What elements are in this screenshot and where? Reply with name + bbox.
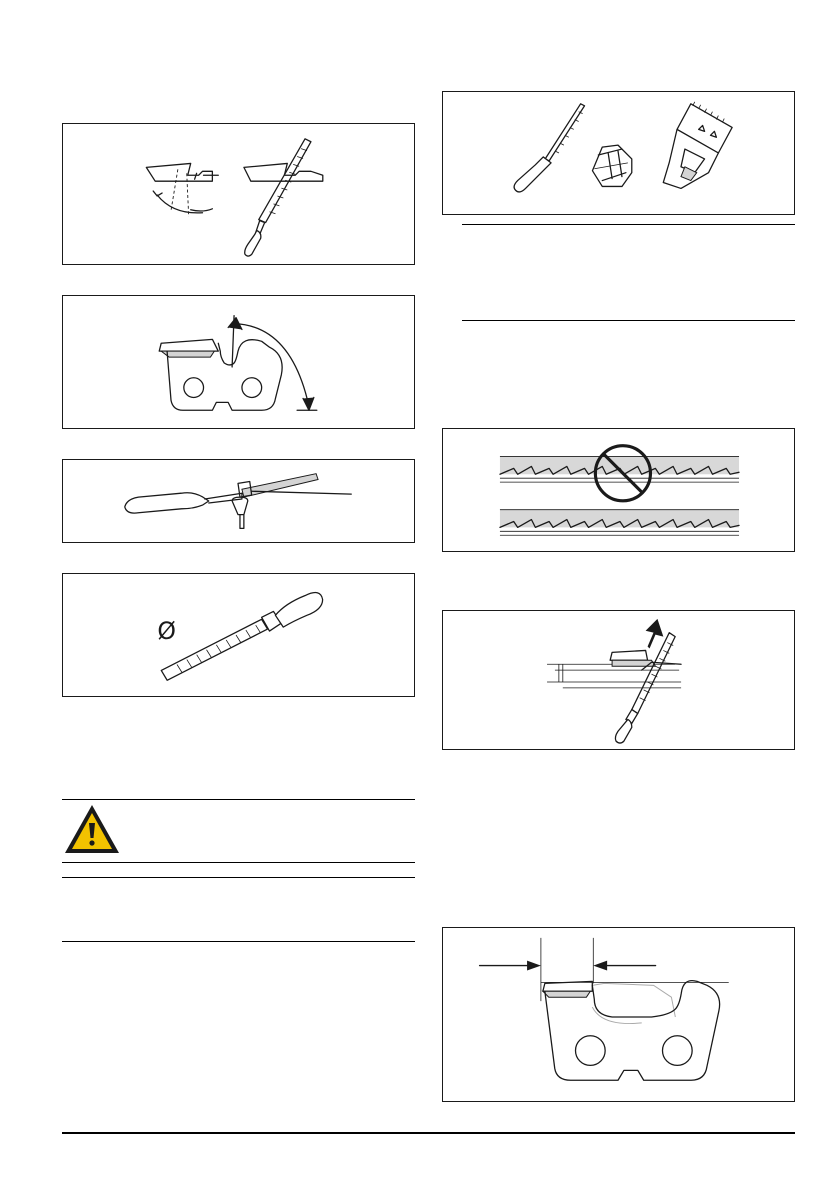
warning-rule-top (62, 799, 415, 800)
note-rule-bottom (462, 320, 795, 321)
diameter-symbol: Ø (157, 616, 176, 645)
figure-file-angle (62, 123, 415, 265)
figure-file-holder (62, 459, 415, 543)
warning-box (62, 802, 122, 858)
up-arrow-icon (646, 619, 664, 649)
figure-wrong-chain (442, 428, 795, 552)
round-file-icon (63, 574, 414, 696)
file-holder-icon (63, 460, 414, 542)
guide-bar-icon (443, 611, 794, 749)
figure-sharpening-tools (442, 91, 795, 215)
figure-file-stroke (442, 610, 795, 750)
notice-rule-top (62, 877, 415, 878)
figure-depth-gauge-setting (442, 927, 795, 1102)
cutter-profile-icon (63, 124, 414, 264)
figure-top-plate-angle (62, 295, 415, 429)
saw-chain-icon (443, 429, 794, 551)
dimension-arrow-icon (527, 961, 541, 971)
sharpening-tools-icons (443, 92, 794, 214)
figure-file-diameter (62, 573, 415, 697)
round-file-icon (545, 104, 584, 161)
warning-triangle-icon (62, 802, 122, 858)
notice-rule-bottom (62, 941, 415, 942)
warning-rule-mid (62, 862, 415, 863)
cutter-link-icon (443, 928, 794, 1101)
note-rule-top (462, 224, 795, 225)
cutter-link-icon (63, 296, 414, 428)
footer-rule (62, 1132, 795, 1134)
